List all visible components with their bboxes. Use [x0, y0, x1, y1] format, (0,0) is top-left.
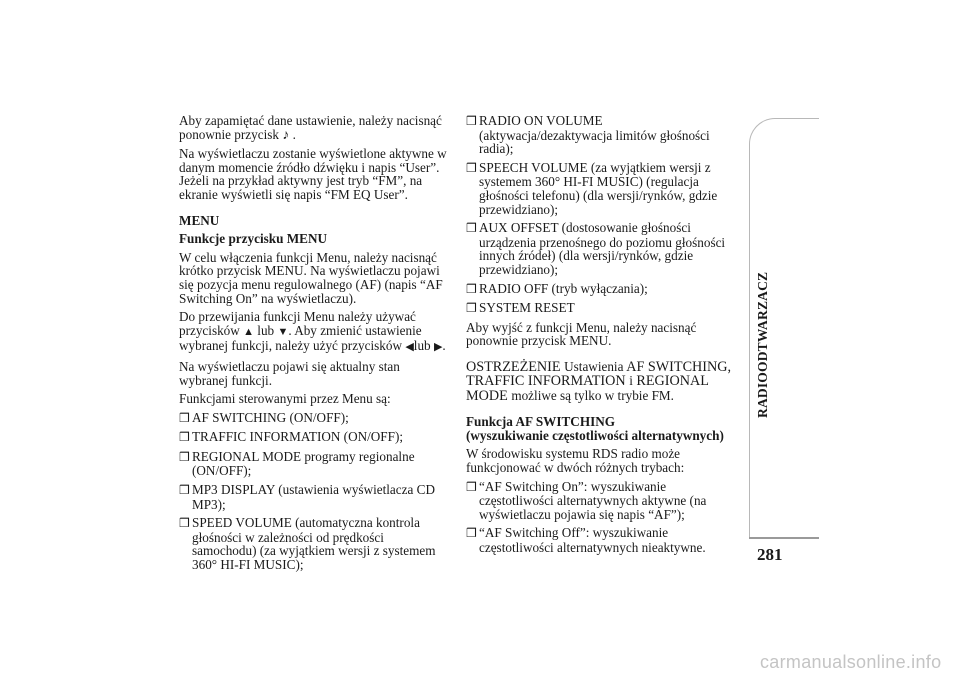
checkbox-bullet-icon: ❒: [466, 526, 477, 541]
heading-menu: MENU: [179, 212, 220, 228]
warning-text: REGIONAL MODE: [466, 373, 709, 404]
checkbox-bullet-icon: ❒: [179, 449, 190, 464]
warning-text: AF SWITCHING, TRAFFIC INFORMATION: [466, 358, 732, 390]
warning-note: [466, 360, 738, 403]
list-item-text: SPEECH VOLUME (za wyjątkiem wersji z systemem 360° HI-FI MUSIC) (regulacja głośności telefonu) (dla wersji/rynków, gdzie przewidziano);: [479, 159, 718, 217]
list-item-text: RADIO ON VOLUME (aktywacja/dezaktywacja limitów głośności radia);: [479, 113, 710, 157]
paragraph-display-user: Na wyświetlaczu zostanie wyświetlone aktywne w danym momencie źródło dźwięku i napis “User”. Jeżeli na przykład aktywny jest tryb “FM”, na ekranie wyświetli się napis “FM EQ User”.: [179, 146, 447, 202]
list-item-text: AUX OFFSET (dostosowanie głośności urządzenia przenośnego do poziomu głośności innych źródeł) (dla wersji/rynków, gdzie przewidziano);: [479, 220, 726, 277]
subheading-af-switching: (wyszukiwanie częstotliwości alternatywnych): [466, 427, 724, 443]
checkbox-bullet-icon: ❒: [179, 410, 190, 425]
section-label: RADIOODTWARZACZ: [755, 271, 770, 419]
list-item: [466, 221, 738, 276]
music-note-icon: ♪: [282, 127, 290, 143]
list-item-text: REGIONAL MODE programy regionalne (ON/OFF);: [192, 448, 415, 479]
page-number: 281: [757, 545, 783, 564]
paragraph-menu-functions-intro: Funkcjami sterowanymi przez Menu są:: [179, 391, 391, 407]
subheading-menu-functions: Funkcje przycisku MENU: [179, 231, 327, 247]
checkbox-bullet-icon: ❒: [466, 114, 477, 128]
conjunction-text: lub: [413, 338, 431, 354]
right-column: [466, 114, 738, 559]
paragraph-menu-activate: W celu włączenia funkcji Menu, należy nacisnąć krótko przycisk MENU. Na wyświetlaczu pojawi się pozycja menu regulowalnego (AF) (napis “AF Switching On” na wyświetlaczu).: [179, 249, 443, 306]
list-item: [466, 282, 738, 297]
list-item-text: AF SWITCHING (ON/OFF);: [192, 409, 349, 425]
list-item: [179, 430, 451, 445]
list-item-text: TRAFFIC INFORMATION (ON/OFF);: [192, 429, 404, 445]
paragraph-text: . Aby zmienić ustawienie wybranej funkcji, należy użyć przycisków: [179, 322, 422, 354]
checkbox-bullet-icon: ❒: [466, 221, 477, 236]
paragraph-display-state: Na wyświetlaczu pojawi się aktualny stan wybranej funkcji.: [179, 358, 400, 388]
left-column: [179, 114, 451, 577]
arrow-down-icon: ▼: [277, 325, 289, 338]
list-item: [466, 161, 738, 216]
paragraph-text: Do przewijania funkcji Menu należy używać przycisków: [179, 309, 416, 338]
warning-text: możliwe są tylko w trybie FM.: [511, 387, 674, 403]
paragraph-save-setting: [179, 114, 451, 142]
checkbox-bullet-icon: ❒: [179, 483, 190, 498]
list-item: [466, 480, 738, 522]
list-item: [179, 516, 451, 571]
list-item: [466, 114, 738, 156]
warning-text: i: [629, 373, 633, 389]
warning-label: OSTRZEŻENIE: [466, 358, 561, 375]
checkbox-bullet-icon: ❒: [466, 479, 477, 494]
arrow-up-icon: ▲: [243, 325, 254, 338]
checkbox-bullet-icon: ❒: [179, 516, 190, 531]
checkbox-bullet-icon: ❒: [179, 430, 190, 445]
list-item-text: “AF Switching Off”: wyszukiwanie częstotliwości alternatywnych nieaktywne.: [479, 525, 706, 555]
paragraph-exit-menu: Aby wyjść z funkcji Menu, należy nacisnąć ponownie przycisk MENU.: [466, 319, 697, 349]
list-item: [466, 526, 738, 554]
list-item-text: “AF Switching On”: wyszukiwanie częstotliwości alternatywnych aktywne (na wyświetlaczu pojawia się napis “AF”);: [479, 478, 707, 522]
checkbox-bullet-icon: ❒: [466, 160, 477, 175]
paragraph-menu-scroll: [179, 310, 451, 355]
conjunction-text: lub: [257, 322, 275, 338]
list-item: [179, 450, 451, 478]
list-item-text: RADIO OFF (tryb wyłączania);: [479, 280, 648, 296]
paragraph-end: .: [442, 338, 446, 354]
paragraph-end: .: [292, 126, 296, 142]
list-item: [179, 411, 451, 426]
watermark: carmanualsonline.info: [760, 652, 942, 672]
list-item-text: SYSTEM RESET: [479, 300, 575, 316]
arrow-right-icon: ▶: [433, 341, 443, 354]
list-item-text: MP3 DISPLAY (ustawienia wyświetlacza CD MP3);: [192, 482, 435, 512]
heading-af-switching: Funkcja AF SWITCHING: [466, 414, 615, 430]
warning-text: Ustawienia: [564, 358, 624, 374]
paragraph-rds-modes: W środowisku systemu RDS radio może funkcjonować w dwóch różnych trybach:: [466, 446, 685, 475]
list-item: [466, 301, 738, 316]
list-item: [179, 483, 451, 511]
checkbox-bullet-icon: ❒: [466, 281, 477, 296]
list-item-text: SPEED VOLUME (automatyczna kontrola głośności w zależności od prędkości samochodu) (za wyjątkiem wersji z systemem 360° HI-FI MUSIC);: [192, 515, 436, 573]
arrow-left-icon: ◀: [405, 341, 414, 354]
paragraph-text: Aby zapamiętać dane ustawienie, należy nacisnąć ponownie przycisk: [179, 113, 442, 142]
checkbox-bullet-icon: ❒: [466, 301, 477, 316]
